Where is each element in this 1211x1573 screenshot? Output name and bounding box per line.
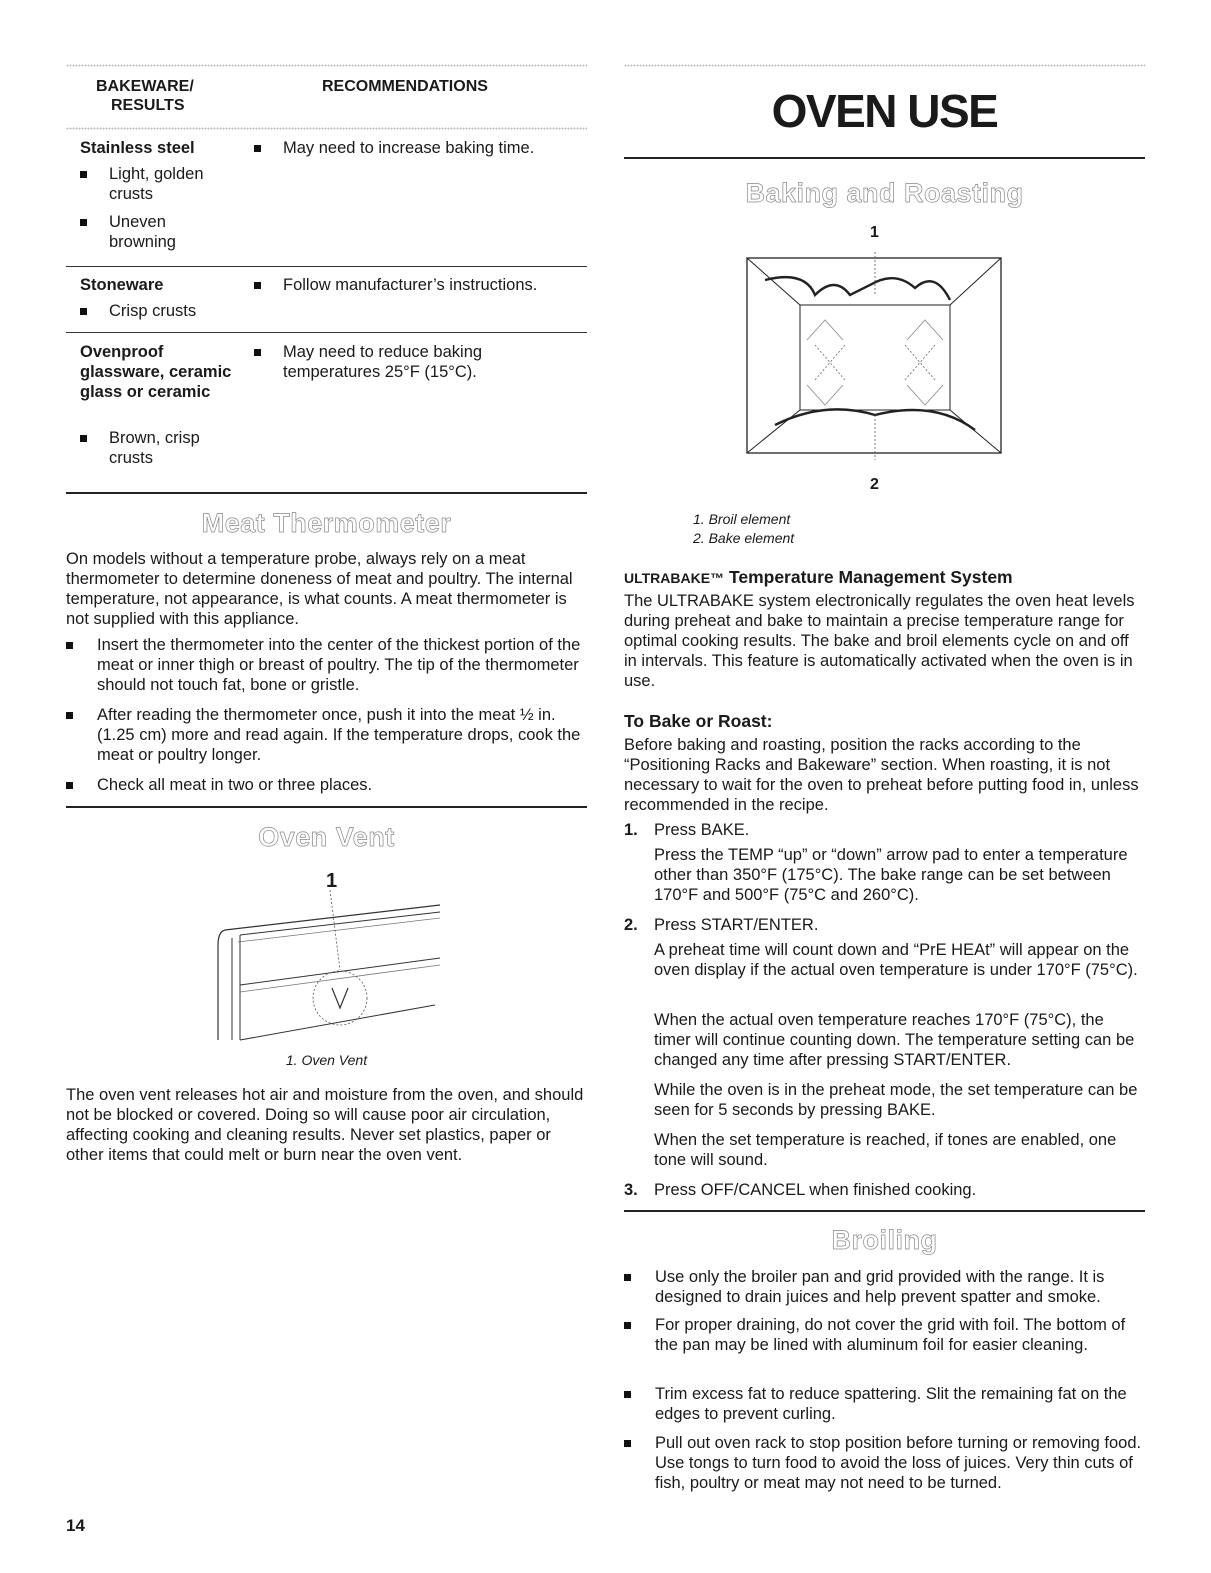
oven-cavity-illustration — [745, 250, 1005, 460]
bullet-icon — [66, 712, 73, 719]
oven-vent-illustration — [210, 890, 450, 1050]
table-row-result: Crisp crusts — [80, 301, 230, 321]
oven-caption: 1. Broil element — [693, 511, 791, 527]
section-rule — [624, 157, 1145, 159]
meat-thermometer-title: Meat Thermometer — [201, 508, 452, 538]
bake-roast-intro: Before baking and roasting, position the racks according to the “Positioning Racks and Bakeware” section. When roasting, it is not necessary to wait for the oven to preheat before putting food in, unless recommended in the recipe. — [624, 736, 1139, 814]
page-title: OVEN USE — [771, 85, 998, 137]
table-row-material: Stoneware — [80, 276, 164, 294]
bake-roast-heading: To Bake or Roast: — [624, 711, 773, 731]
oven-vent-title: Oven Vent — [258, 822, 395, 852]
step-detail: A preheat time will count down and “PrE HEAt” will appear on the oven display if the actual oven temperature is under 170°F (75°C). — [654, 941, 1138, 979]
section-rule — [66, 492, 587, 494]
section-rule — [624, 1210, 1145, 1212]
list-item: After reading the thermometer once, push it into the meat ½ in. (1.25 cm) more and read again. If the temperature drops, cook the meat or poultry longer. — [66, 705, 587, 765]
step-item: 3. Press OFF/CANCEL when finished cooking. — [624, 1181, 977, 1199]
step-item: 1. Press BAKE. — [624, 821, 750, 839]
vent-caption: 1. Oven Vent — [285, 1052, 368, 1068]
top-rule — [624, 64, 1145, 67]
bullet-icon — [254, 145, 261, 152]
list-item: Use only the broiler pan and grid provided with the range. It is designed to drain juices and help prevent spatter and smoke. — [624, 1267, 1145, 1307]
step-detail: When the actual oven temperature reaches 170°F (75°C), the timer will continue counting down. The temperature setting can be changed any time after pressing START/ENTER. — [654, 1011, 1135, 1069]
bullet-icon — [80, 308, 87, 315]
list-item: Pull out oven rack to stop position before turning or removing food. Use tongs to turn food to avoid the loss of juices. Very thin cuts of fish, poultry or meat may not need to be turned. — [624, 1433, 1145, 1493]
bullet-icon — [80, 171, 87, 178]
vent-callout-number: 1 — [326, 870, 338, 892]
bullet-icon — [80, 219, 87, 226]
bullet-icon — [254, 349, 261, 356]
table-row-material: Ovenproof glassware, ceramic glass or ceramic — [80, 343, 232, 401]
oven-callout-1: 1 — [870, 224, 879, 241]
table-row-divider — [66, 332, 587, 333]
bullet-icon — [624, 1391, 631, 1398]
page-number: 14 — [66, 1516, 85, 1535]
oven-caption: 2. Bake element — [693, 530, 795, 546]
baking-roasting-title: Baking and Roasting — [745, 178, 1024, 208]
ultrabake-body: The ULTRABAKE system electronically regulates the oven heat levels during preheat and bake to maintain a precise temperature range for optimal cooking results. The bake and broil elements cycle on and off in intervals. This feature is automatically activated when the oven is in use. — [624, 592, 1135, 690]
bullet-icon — [66, 642, 73, 649]
oven-callout-2: 2 — [870, 476, 879, 493]
step-detail: Press the TEMP “up” or “down” arrow pad to enter a temperature other than 350°F (175°C). The bake range can be set between 170°F and 500°F (75°C and 260°C). — [654, 846, 1128, 904]
section-rule — [66, 806, 587, 808]
table-row-result: Light, golden crusts — [80, 164, 230, 204]
table-top-rule — [66, 64, 587, 67]
step-detail: When the set temperature is reached, if tones are enabled, one tone will sound. — [654, 1131, 1117, 1169]
table-header-recommendations: RECOMMENDATIONS — [322, 78, 488, 95]
step-item: 2. Press START/ENTER. — [624, 916, 819, 934]
meat-intro: On models without a temperature probe, always rely on a meat thermometer to determine doneness of meat and poultry. The internal temperature, not appearance, is what counts. A meat thermometer is not supplied with this appliance. — [66, 550, 573, 628]
list-item: Trim excess fat to reduce spattering. Slit the remaining fat on the edges to prevent curling. — [624, 1384, 1145, 1424]
step-detail: While the oven is in the preheat mode, the set temperature can be seen for 5 seconds by pressing BAKE. — [654, 1081, 1138, 1119]
table-row-result: Brown, crisp crusts — [80, 428, 230, 468]
table-row-recommendation: Follow manufacturer’s instructions. — [254, 275, 584, 295]
table-row-recommendation: May need to reduce baking temperatures 25°F (15°C). — [254, 342, 524, 382]
table-row-divider — [66, 266, 587, 267]
bullet-icon — [66, 782, 73, 789]
bullet-icon — [254, 282, 261, 289]
list-item: Insert the thermometer into the center of the thickest portion of the meat or inner thigh or breast of poultry. The tip of the thermometer should not touch fat, bone or gristle. — [66, 635, 587, 695]
table-row-recommendation: May need to increase baking time. — [254, 138, 584, 158]
list-item: For proper draining, do not cover the grid with foil. The bottom of the pan may be lined with aluminum foil for easier cleaning. — [624, 1315, 1145, 1355]
table-header-bakeware: BAKEWARE/ RESULTS — [96, 78, 194, 114]
table-row-material: Stainless steel — [80, 139, 195, 157]
table-row-result: Uneven browning — [80, 212, 230, 252]
table-header-rule — [66, 127, 587, 130]
list-item: Check all meat in two or three places. — [66, 775, 587, 795]
bullet-icon — [624, 1274, 631, 1281]
ultrabake-heading: ULTRABAKE™ Temperature Management System — [624, 567, 1013, 587]
bullet-icon — [624, 1322, 631, 1329]
bullet-icon — [80, 435, 87, 442]
bullet-icon — [624, 1440, 631, 1447]
vent-body: The oven vent releases hot air and moisture from the oven, and should not be blocked or covered. Doing so will cause poor air circulation, affecting cooking and cleaning results. Never set plastics, paper or other items that could melt or burn near the oven vent. — [66, 1086, 584, 1164]
broiling-title: Broiling — [831, 1225, 938, 1255]
